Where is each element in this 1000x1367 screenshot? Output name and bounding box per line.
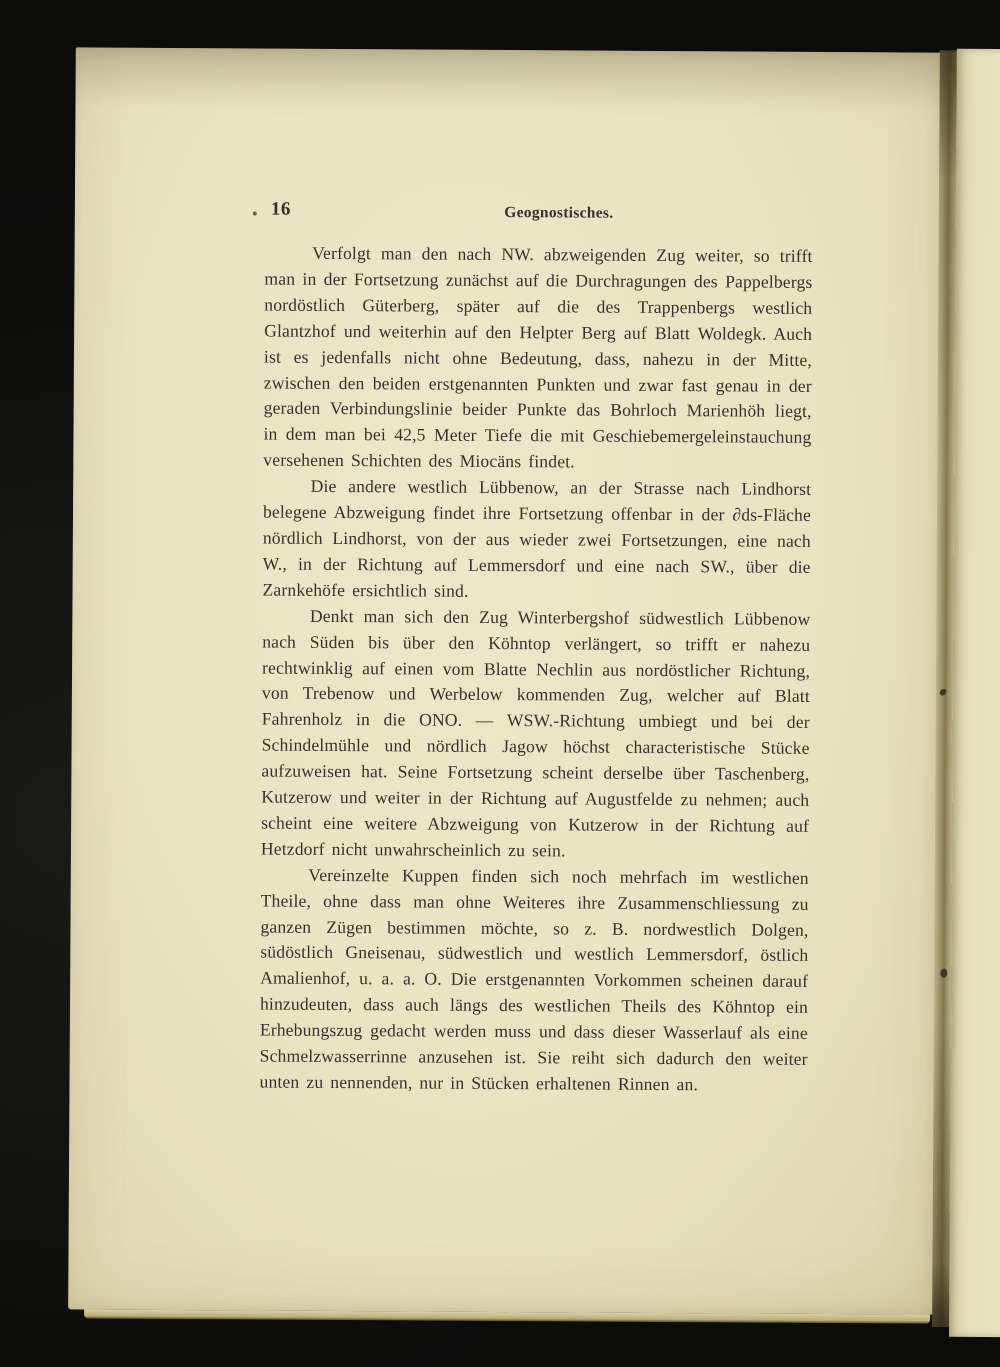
page-content [259, 199, 812, 1099]
paragraph: Verfolgt man den nach NW. abzweigenden Zug weiter, so trifft man in der Fortsetzung zunächst auf die Durchragungen des Pappelbergs nordöstlich Güterberg, später auf die des Trappenbergs westlich Glantzhof und weiterhin auf den Helpter Berg auf Blatt Woldegk. Auch ist es jedenfalls nicht ohne Bedeutung, dass, nahezu in der Mitte, zwischen den beiden erstgenannten Punkten und zwar fast genau in der geraden Verbindungslinie beider Punkte das Bohrloch Marienhöh liegt, in dem man bei 42,5 Meter Tiefe die mit Geschiebemergeleinstauchung versehenen Schichten des Miocäns findet. [263, 242, 813, 472]
paragraph: Vereinzelte Kuppen finden sich noch mehrfach im westlichen Theile, ohne dass man ohne Weiteres ihre Zusammenschliessung zu ganzen Zügen bestimmen möchte, so z. B. nordwestlich Dolgen, südöstlich Gneisenau, südwestlich und westlich Lemmersdorf, östlich Amalienhof, u. a. a. O. Die erstgenannten Vorkommen scheinen darauf hinzudeuten, dass auch längs des westlichen Theils des Köhntop ein Erhebungszug gedacht werden muss und dass dieser Wasserlauf als eine Schmelzwasserrinne anzusehen ist. Sie reiht sich dadurch den weiter unten zu nennenden, nur in Stücken erhaltenen Rinnen an. [259, 864, 809, 1095]
body-text [259, 241, 812, 1099]
running-header: Geognostisches. [504, 204, 614, 222]
book-page [68, 47, 946, 1314]
paragraph: Die andere westlich Lübbenow, an der Strasse nach Lindhorst belegene Abzweigung findet ihre Fortsetzung offenbar in der ∂ds-Fläche nördlich Lindhorst, von der aus wieder zwei Fortsetzungen, eine nach W., in der Richtung auf Lemmersdorf und eine nach SW., über die Zarnkehöfe ersichtlich sind. [262, 475, 812, 601]
paragraph: Denkt man sich den Zug Winterbergshof südwestlich Lübbenow nach Süden bis über den Köhntop verlängert, so trifft er nahezu rechtwinklig auf einen vom Blatte Nechlin aus nordöstlicher Richtung, von Trebenow und Werbelow kommenden Zug, welcher auf Blatt Fahrenholz in die ONO. — WSW.-Richtung umbiegt und bei der Schindelmühle und nördlich Jagow höchst characteristische Stücke aufzuweisen hat. Seine Fortsetzung scheint derselbe über Taschenberg, Kutzerow und weiter in der Richtung auf Augustfelde zu nehmen; auch scheint eine weitere Abzweigung von Kutzerow in der Richtung auf Hetzdorf nicht unwahrscheinlich zu sein. [260, 605, 811, 861]
page-number: 16 [270, 198, 291, 220]
page-header [265, 199, 813, 244]
adjacent-page-sliver [949, 49, 1000, 1337]
ink-speck [253, 211, 257, 215]
